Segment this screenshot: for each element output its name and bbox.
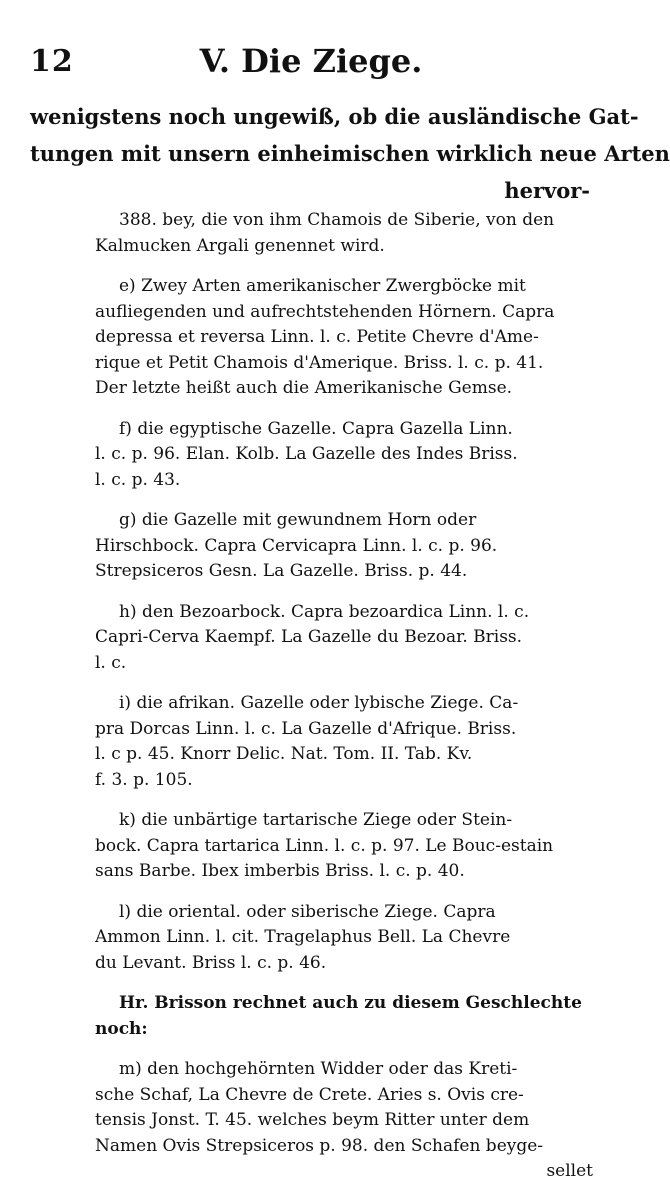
list-item	[95, 274, 593, 402]
entry-list	[95, 208, 593, 1200]
text-line: Capri-Cerva Kaempf. La Gazelle du Bezoar. Briss.	[95, 627, 523, 647]
list-item	[95, 600, 593, 677]
text-line: l. c p. 45. Knorr Delic. Nat. Tom. II. Tab. Kv.	[95, 744, 473, 764]
list-item	[95, 900, 593, 977]
text-line: Strepsiceros Gesn. La Gazelle. Briss. p. 44.	[95, 561, 468, 581]
text-line: du Levant. Briss l. c. p. 46.	[95, 952, 327, 973]
list-item	[95, 808, 593, 885]
text-line: i) die afrikan. Gazelle oder lybische Ziege. Ca-	[119, 693, 519, 713]
list-item	[95, 208, 593, 259]
intro-paragraph	[30, 98, 670, 209]
text-line: h) den Bezoarbock. Capra bezoardica Linn. l. c.	[119, 601, 530, 622]
text-line: l) die oriental. oder siberische Ziege. Capra	[119, 901, 496, 922]
text-line: 388. bey, die von ihm Chamois de Siberie, von den	[119, 210, 555, 230]
text-line: wenigstens noch ungewiß, ob die ausländische Gat-	[30, 104, 639, 129]
text-line: Der letzte heißt auch die Amerikanische Gemse.	[95, 378, 513, 398]
text-line: hervor-	[504, 178, 590, 203]
text-line: f) die egyptische Gazelle. Capra Gazella Linn.	[119, 418, 513, 439]
text-line: e) Zwey Arten amerikanischer Zwergböcke mit	[119, 276, 526, 296]
list-item	[95, 691, 593, 793]
text-line: Namen Ovis Strepsiceros p. 98. den Schafen beyge-	[95, 1135, 544, 1156]
text-line: tensis Jonst. T. 45. welches beym Ritter unter dem	[95, 1110, 530, 1130]
text-line: Ammon Linn. l. cit. Tragelaphus Bell. La Chevre	[95, 927, 511, 947]
text-line: pra Dorcas Linn. l. c. La Gazelle d'Afrique. Briss.	[95, 718, 517, 739]
text-line: g) die Gazelle mit gewundnem Horn oder	[119, 510, 477, 530]
text-line: Hirschbock. Capra Cervicapra Linn. l. c. p. 96.	[95, 535, 498, 556]
text-line: Hr. Brisson rechnet auch zu diesem Geschlechte	[119, 993, 582, 1013]
text-line: sellet	[546, 1161, 593, 1181]
page-number: 12	[30, 44, 74, 79]
list-item	[95, 1057, 593, 1185]
list-item	[95, 508, 593, 585]
text-line: bock. Capra tartarica Linn. l. c. p. 97. Le Bouc-estain	[95, 835, 554, 856]
text-line: rique et Petit Chamois d'Amerique. Briss. l. c. p. 41.	[95, 352, 544, 373]
text-line: l. c. p. 96. Elan. Kolb. La Gazelle des Indes Briss.	[95, 444, 518, 464]
list-item	[95, 417, 593, 494]
text-line: m) den hochgehörnten Widder oder das Kreti-	[119, 1059, 518, 1079]
text-line: noch:	[95, 1018, 148, 1039]
text-line: l. c.	[95, 652, 127, 673]
text-line: f. 3. p. 105.	[95, 769, 193, 790]
text-line: sans Barbe. Ibex imberbis Briss. l. c. p. 40.	[95, 861, 465, 881]
text-line: Kalmucken Argali genennet wird.	[95, 235, 385, 256]
text-line: depressa et reversa Linn. l. c. Petite Chevre d'Ame-	[95, 327, 539, 347]
text-line: sche Schaf, La Chevre de Crete. Aries s. Ovis cre-	[95, 1084, 524, 1105]
page-header	[30, 40, 592, 80]
text-line: aufliegenden und aufrechtstehenden Hörnern. Capra	[95, 301, 555, 322]
section-note	[95, 991, 593, 1042]
text-line: tungen mit unsern einheimischen wirklich neue Arten	[30, 141, 670, 166]
text-line: k) die unbärtige tartarische Ziege oder Stein-	[119, 810, 513, 830]
text-line: l. c. p. 43.	[95, 469, 181, 490]
running-head: V. Die Ziege.	[199, 42, 423, 80]
